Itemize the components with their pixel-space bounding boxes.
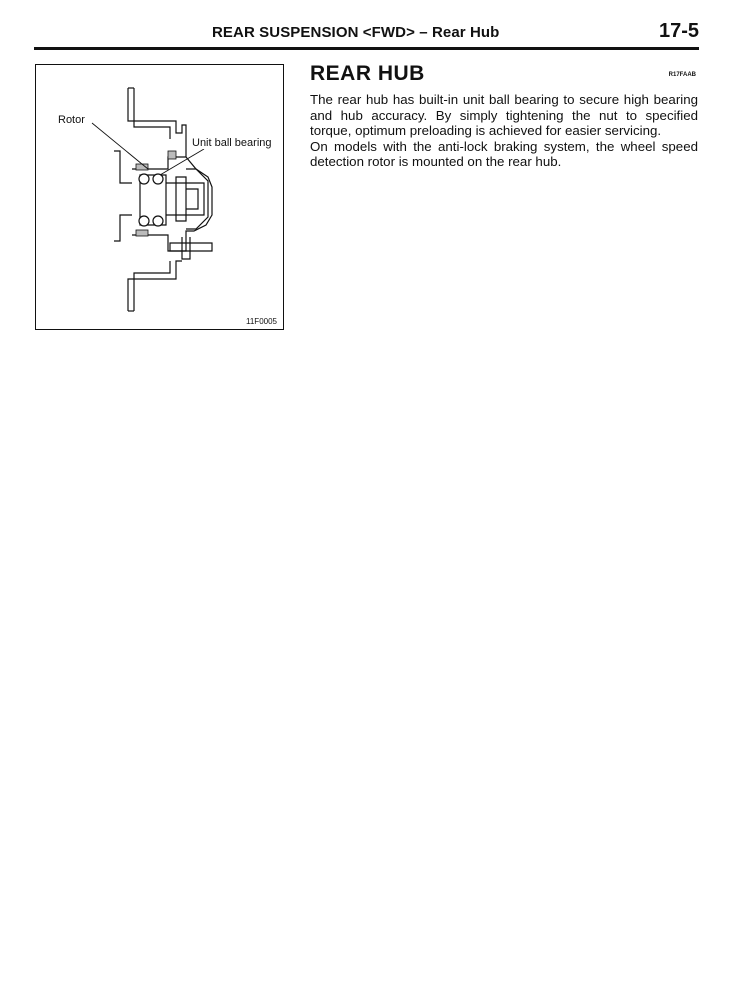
header-rule (34, 47, 699, 50)
figure-code: 11F0005 (246, 317, 277, 326)
paragraph-abs-rotor: On models with the anti-lock braking system, the wheel speed detection rotor is mounted on the rear hub. (310, 138, 698, 170)
paragraph-bearing: The rear hub has built-in unit ball bearing to secure high bearing and hub accuracy. By simply tightening the nut to specified torque, optimum preloading is achieved for easier servicing. (310, 92, 698, 139)
page-header-title: REAR SUSPENSION <FWD> – Rear Hub (212, 24, 500, 41)
label-unit-ball-bearing: Unit ball bearing (192, 137, 272, 149)
section-body (310, 92, 698, 170)
rear-hub-drawing (36, 65, 283, 329)
label-rotor: Rotor (58, 114, 85, 126)
rear-hub-cross-section-figure (35, 64, 284, 330)
section-code: R17FAAB (668, 72, 696, 78)
section-title: REAR HUB (310, 62, 425, 85)
page-number: 17-5 (658, 20, 699, 42)
